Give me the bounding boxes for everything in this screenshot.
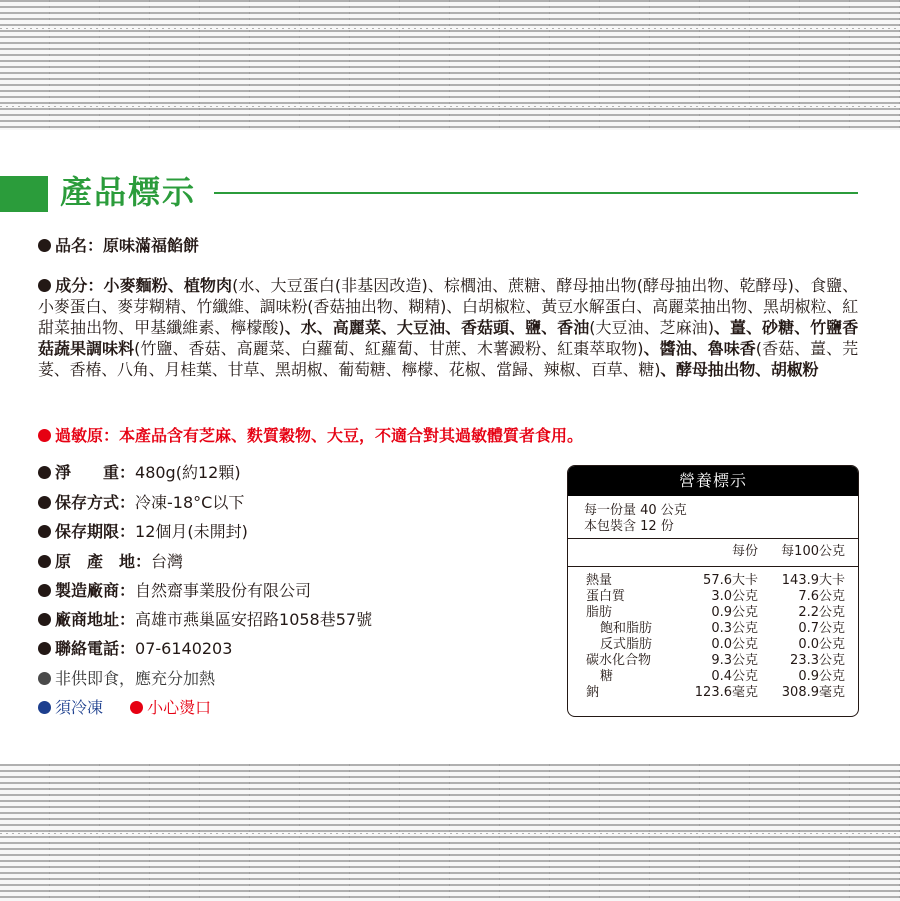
keep-frozen-note: 須冷凍 [55,698,104,717]
red-bullet-icon [130,701,143,714]
spec-label: 製造廠商： [55,581,136,600]
bullet-icon [38,584,51,597]
nutrition-title: 營養標示 [568,466,858,496]
handling-notes [38,695,211,718]
per-serving-value: 0.4公克 [711,669,758,684]
per-serving-value: 57.6大卡 [703,573,758,588]
per-100g-value: 143.9大卡 [781,573,845,588]
servings-per-package: 本包裝含 12 份 [584,519,674,534]
per-100g-value: 0.9公克 [798,669,845,684]
red-bullet-icon [38,429,51,442]
bullet-icon [38,496,51,509]
spec-shelf-life [38,519,248,542]
nutrient-name: 脂肪 [586,605,613,620]
bullet-icon [38,613,51,626]
spec-label: 廠商地址： [55,610,136,629]
section-title-rule [214,192,858,194]
nutrient-name: 反式脂肪 [600,637,653,652]
nutrition-rows [568,573,858,701]
hot-warning-note: 小心燙口 [147,698,212,717]
spec-label: 淨 重： [55,463,136,482]
nutrient-name: 熱量 [586,573,613,588]
ingredient-part: (水、大豆蛋白(非基因改造)、棕櫚油、蔗糖、酵母抽出物(酵母抽出物、乾酵母)、食鹽、小麥蛋白、麥芽糊精、竹纖維、調味粉(香菇抽出物、糊精)、白胡椒粒、黃豆水解蛋白、高麗菜抽出物、黑胡椒粒、紅甜菜抽出物、甲基纖維素、檸檬酸) [38,276,859,337]
spec-address [38,607,372,630]
nutrition-row [568,605,858,621]
spec-label: 保存方式： [55,493,136,512]
ingredient-part: 、水、高麗菜、大豆油、香菇頭、鹽、香油 [284,318,590,337]
table-divider [568,538,858,539]
ingredient-part: (竹鹽、香菇、高麗菜、白蘿蔔、紅蘿蔔、甘蔗、木薯澱粉、紅棗萃取物) [134,339,644,358]
ingredient-part: 、薑、砂糖、竹鹽香菇蔬果調味料 [38,318,859,358]
bullet-icon [38,466,51,479]
heating-note [38,666,215,689]
allergen-warning [38,423,583,446]
nutrient-name: 蛋白質 [586,589,626,604]
ingredient-part: 小麥麵粉、植物肉 [103,276,233,295]
serving-info [584,503,687,535]
per-serving-value: 9.3公克 [711,653,758,668]
spec-value: 冷凍-18°C以下 [135,493,245,512]
per-100g-value: 23.3公克 [790,653,845,668]
dotted-grid-band-bottom [0,764,900,901]
col-per-serving: 每份 [731,544,758,559]
product-name-value: 原味滿福餡餅 [103,236,200,255]
col-per-100g: 每100公克 [781,544,845,559]
section-title: 產品標示 [60,173,197,211]
nutrient-name: 鈉 [586,685,600,700]
ingredient-part: (大豆油、芝麻油) [589,318,714,337]
nutrition-row [568,621,858,637]
spec-value: 台灣 [151,552,184,571]
bullet-icon [38,672,51,685]
blue-bullet-icon [38,701,51,714]
serving-size: 每一份量 40 公克 [584,503,687,518]
per-100g-value: 2.2公克 [798,605,845,620]
nutrition-row [568,685,858,701]
per-serving-value: 3.0公克 [711,589,758,604]
bullet-icon [38,239,51,252]
spec-value: 12個月(未開封) [135,522,248,541]
allergen-text: 過敏原：本產品含有芝麻、麩質穀物、大豆，不適合對其過敏體質者食用。 [55,426,584,445]
product-name-label: 品名： [55,236,104,255]
ingredient-part: 、酵母抽出物、胡椒粉 [660,360,819,379]
spec-label: 保存期限： [55,522,136,541]
ingredient-part: (香菇、薑、芫荽、香椿、八角、月桂葉、甘草、黑胡椒、葡萄糖、檸檬、花椒、當歸、辣椒、百草、糖) [38,339,859,379]
nutrition-row [568,589,858,605]
bullet-icon [38,555,51,568]
spec-phone [38,636,232,659]
heating-note-text: 非供即食，應充分加熱 [55,669,216,688]
per-serving-value: 0.9公克 [711,605,758,620]
spec-label: 聯絡電話： [55,639,136,658]
bullet-icon [38,642,51,655]
per-serving-value: 123.6毫克 [694,685,758,700]
bullet-icon [38,525,51,538]
nutrition-facts-table [567,465,859,717]
spec-value: 480g(約12顆) [135,463,241,482]
per-100g-value: 0.0公克 [798,637,845,652]
spec-label: 原 產 地： [55,552,152,571]
spec-net-weight [38,460,241,483]
spec-value: 高雄市燕巢區安招路1058巷57號 [135,610,373,629]
table-divider [568,566,858,567]
nutrient-name: 飽和脂肪 [600,621,653,636]
dotted-grid-band-top [0,0,900,130]
ingredients [38,275,858,380]
per-serving-value: 0.0公克 [711,637,758,652]
spec-value: 自然齋事業股份有限公司 [135,581,312,600]
nutrition-row [568,653,858,669]
ingredient-part: 、醬油、魯味香 [643,339,756,358]
bullet-icon [38,279,51,292]
per-100g-value: 7.6公克 [798,589,845,604]
per-100g-value: 308.9毫克 [781,685,845,700]
nutrition-row [568,669,858,685]
spec-value: 07-6140203 [135,639,233,658]
nutrient-name: 碳水化合物 [586,653,652,668]
per-serving-value: 0.3公克 [711,621,758,636]
spec-origin [38,549,183,572]
nutrition-row [568,637,858,653]
per-100g-value: 0.7公克 [798,621,845,636]
section-title-bar [0,176,48,212]
nutrient-name: 糖 [600,669,614,684]
spec-storage [38,490,244,513]
nutrition-row [568,573,858,589]
ingredients-label: 成分： [55,276,104,295]
product-name [38,233,199,256]
spec-manufacturer [38,578,311,601]
